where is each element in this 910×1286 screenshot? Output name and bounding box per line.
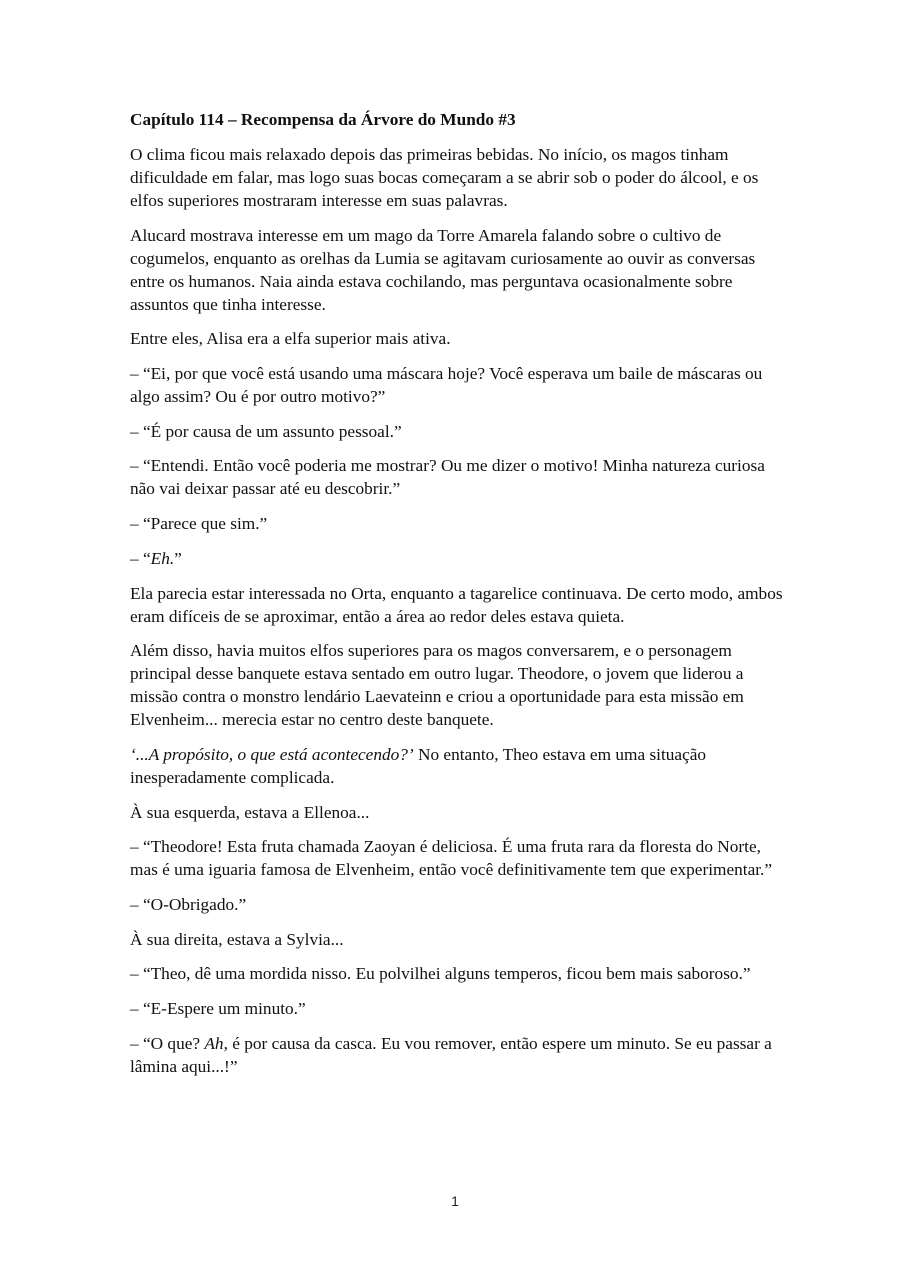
dialogue-open: – “ bbox=[130, 548, 151, 568]
paragraph bbox=[130, 743, 786, 789]
paragraph: Além disso, havia muitos elfos superiores para os magos conversarem, e o personagem principal desse banquete estava sentado em outro lugar. Theodore, o jovem que liderou a missão contra o monstro lendário Laevateinn e criou a oportunidade para esta missão em Elvenheim... merecia estar no centro deste banquete. bbox=[130, 641, 744, 730]
dialogue-italic: Eh. bbox=[150, 548, 175, 568]
dialogue-line: – “É por causa de um assunto pessoal.” bbox=[130, 421, 402, 441]
paragraph: À sua direita, estava a Sylvia... bbox=[130, 929, 344, 949]
dialogue-line: – “E-Espere um minuto.” bbox=[130, 999, 306, 1018]
dialogue-line: – “Entendi. Então você poderia me mostrar? Ou me dizer o motivo! Minha natureza curiosa não vai deixar passar até eu descobrir.” bbox=[130, 456, 765, 499]
inner-thought: ‘...A propósito, o que está acontecendo?’ bbox=[130, 744, 414, 764]
paragraph: Ela parecia estar interessada no Orta, enquanto a tagarelice continuava. De certo modo, ambos eram difíceis de se aproximar, então a área ao redor deles estava quieta. bbox=[130, 583, 783, 626]
dialogue-line bbox=[130, 547, 786, 570]
dialogue-close: , é por causa da casca. Eu vou remover, então espere um minuto. Se eu passar a lâmina aqui...!” bbox=[130, 1033, 772, 1076]
dialogue-line: – “Theodore! Esta fruta chamada Zaoyan é deliciosa. É uma fruta rara da floresta do Norte, mas é uma iguaria famosa de Elvenheim, então você definitivamente tem que experimentar.” bbox=[130, 837, 773, 880]
dialogue-line: – “Parece que sim.” bbox=[130, 514, 268, 534]
dialogue-open: – “O que? bbox=[130, 1033, 205, 1053]
dialogue-italic: Ah bbox=[204, 1033, 224, 1053]
dialogue-line bbox=[130, 1032, 786, 1078]
paragraph: Alucard mostrava interesse em um mago da Torre Amarela falando sobre o cultivo de cogumelos, enquanto as orelhas da Lumia se agitavam curiosamente ao ouvir as conversas entre os humanos. Naia ainda estava cochilando, mas perguntava ocasionalmente sobre assuntos que tinha interesse. bbox=[130, 225, 756, 314]
dialogue-line: – “O-Obrigado.” bbox=[130, 894, 247, 914]
paragraph: Entre eles, Alisa era a elfa superior mais ativa. bbox=[130, 329, 451, 349]
dialogue-line: – “Theo, dê uma mordida nisso. Eu polvilhei alguns temperos, ficou bem mais saboroso.” bbox=[130, 964, 751, 984]
paragraph: À sua esquerda, estava a Ellenoa... bbox=[130, 802, 370, 822]
dialogue-close: ” bbox=[174, 548, 182, 568]
paragraph-continuation: No entanto, Theo estava em uma situação inesperadamente complicada. bbox=[130, 744, 707, 787]
chapter-title: Capítulo 114 – Recompensa da Árvore do Mundo #3 bbox=[130, 110, 516, 129]
page-number: 1 bbox=[451, 1193, 459, 1209]
paragraph: O clima ficou mais relaxado depois das primeiras bebidas. No início, os magos tinham dificuldade em falar, mas logo suas bocas começaram a se abrir sob o poder do álcool, e os elfos superiores mostraram interesse em suas palavras. bbox=[130, 145, 759, 210]
document-page bbox=[130, 108, 786, 1089]
dialogue-line: – “Ei, por que você está usando uma máscara hoje? Você esperava um baile de máscaras ou algo assim? Ou é por outro motivo?” bbox=[130, 364, 763, 407]
